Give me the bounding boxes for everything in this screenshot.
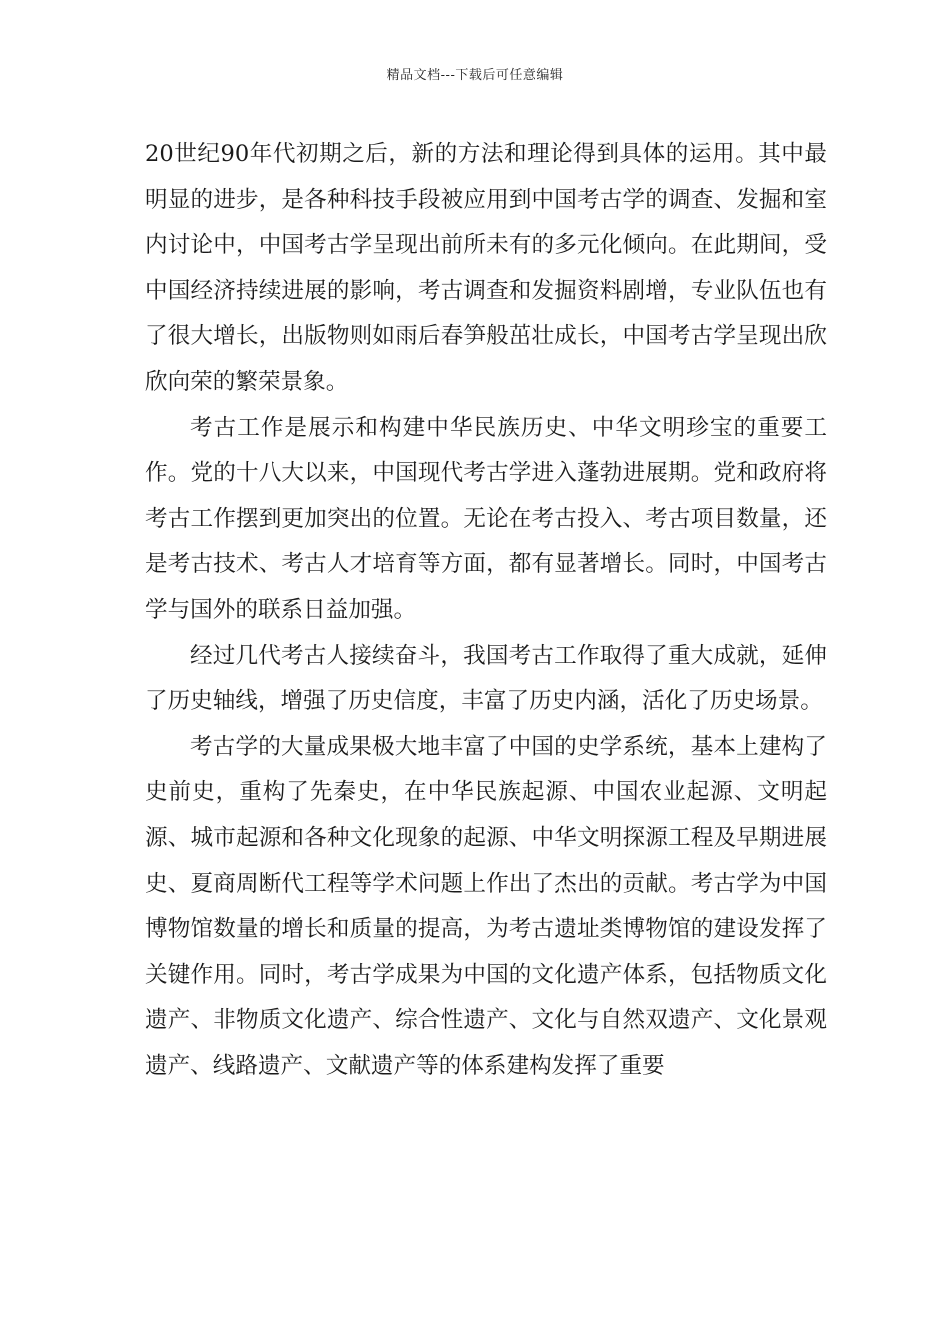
paragraph: 经过几代考古人接续奋斗，我国考古工作取得了重大成就，延伸了历史轴线，增强了历史信度，丰富了历史内涵，活化了历史场景。: [145, 642, 827, 715]
document-body: [145, 132, 827, 1089]
page-header: 精品文档---下载后可任意编辑: [386, 68, 564, 83]
paragraph-continued: 20世纪90年代初期之后，新的方法和理论得到具体的运用。其中最明显的进步，是各种科技手段被应用到中国考古学的调查、发掘和室内讨论中，中国考古学呈现出前所未有的多元化倾向。在此期间，受中国经济持续进展的影响，考古调查和发掘资料剧增，专业队伍也有了很大增长，出版物则如雨后春笋般茁壮成长，中国考古学呈现出欣欣向荣的繁荣景象。: [145, 141, 827, 395]
paragraph: 考古工作是展示和构建中华民族历史、中华文明珍宝的重要工作。党的十八大以来，中国现代考古学进入蓬勃进展期。党和政府将考古工作摆到更加突出的位置。无论在考古投入、考古项目数量，还是考古技术、考古人才培育等方面，都有显著增长。同时，中国考古学与国外的联系日益加强。: [145, 414, 827, 623]
paragraph: 考古学的大量成果极大地丰富了中国的史学系统，基本上建构了史前史，重构了先秦史，在中华民族起源、中国农业起源、文明起源、城市起源和各种文化现象的起源、中华文明探源工程及早期进展史、夏商周断代工程等学术问题上作出了杰出的贡献。考古学为中国博物馆数量的增长和质量的提高，为考古遗址类博物馆的建设发挥了关键作用。同时，考古学成果为中国的文化遗产体系，包括物质文化遗产、非物质文化遗产、综合性遗产、文化与自然双遗产、文化景观遗产、线路遗产、文献遗产等的体系建构发挥了重要: [145, 733, 827, 1079]
